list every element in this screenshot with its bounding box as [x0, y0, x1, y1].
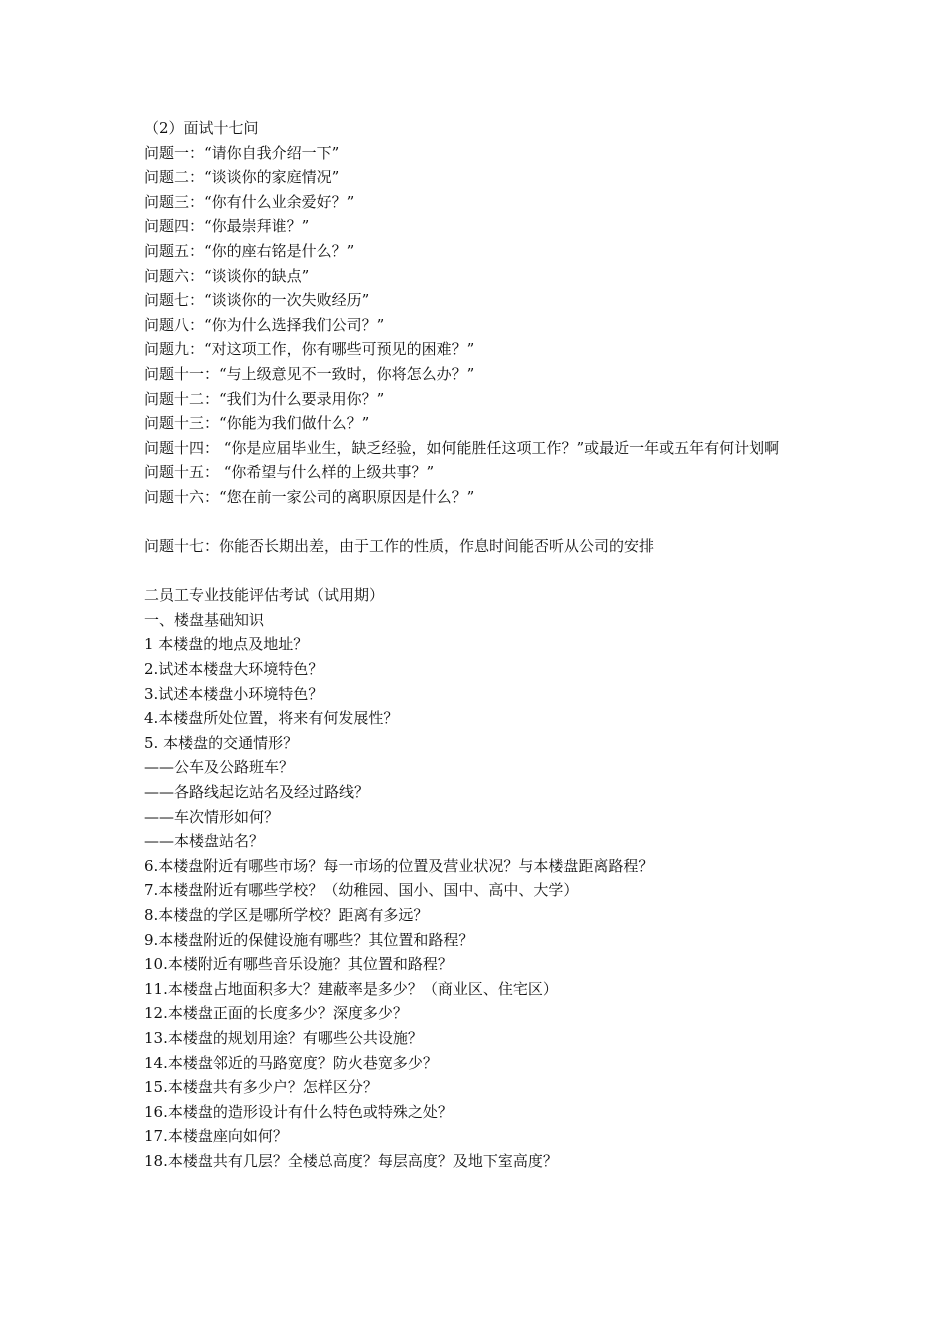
interview-question: 问题六：“谈谈你的缺点” — [144, 266, 310, 285]
skills-item: 9.本楼盘附近的保健设施有哪些？其位置和路程？ — [144, 930, 474, 949]
skills-item: 4.本楼盘所处位置，将来有何发展性？ — [144, 709, 399, 728]
interview-question: 问题十一：“与上级意见不一致时，你将怎么办？” — [144, 364, 475, 383]
blank-line — [144, 510, 824, 535]
skills-item: 1 本楼盘的地点及地址？ — [144, 635, 309, 654]
interview-question: 问题十四： “你是应届毕业生，缺乏经验，如何能胜任这项工作？”或最近一年或五年有何计划啊 — [144, 438, 780, 457]
skills-item: 2.试述本楼盘大环境特色？ — [144, 660, 324, 679]
interview-question: 问题八：“你为什么选择我们公司？” — [144, 315, 385, 334]
interview-question: 问题五：“你的座右铭是什么？” — [144, 241, 355, 260]
skills-item: 14.本楼盘邻近的马路宽度？防火巷宽多少？ — [144, 1053, 438, 1072]
section-title-interview: （2）面试十七问 — [144, 119, 259, 137]
interview-question: 问题七：“谈谈你的一次失败经历” — [144, 291, 370, 310]
skills-item: 8.本楼盘的学区是哪所学校？距离有多远？ — [144, 906, 429, 924]
skills-item: 17.本楼盘座向如何？ — [144, 1127, 288, 1146]
interview-question: 问题十二：“我们为什么要录用你？” — [144, 389, 385, 408]
skills-item: 10.本楼附近有哪些音乐设施？其位置和路程？ — [144, 955, 453, 974]
skills-item: 13.本楼盘的规划用途？有哪些公共设施？ — [144, 1028, 423, 1047]
skills-item: 6.本楼盘附近有哪些市场？每一市场的位置及营业状况？与本楼盘距离路程？ — [144, 856, 654, 875]
skills-subitem: ——车次情形如何？ — [144, 807, 280, 826]
section-title-skills: 二员工专业技能评估考试（试用期） — [144, 586, 385, 605]
skills-item: 15.本楼盘共有多少户？怎样区分？ — [144, 1078, 378, 1097]
interview-question: 问题四：“你最崇拜谁？” — [144, 217, 310, 236]
interview-question: 问题十五： “你希望与什么样的上级共事？” — [144, 463, 435, 482]
skills-item: 16.本楼盘的造形设计有什么特色或特殊之处？ — [144, 1102, 453, 1121]
interview-question: 问题九：“对这项工作，你有哪些可预见的困难？” — [144, 340, 475, 359]
interview-question: 问题一：“请你自我介绍一下” — [144, 143, 340, 162]
skills-item: 7.本楼盘附近有哪些学校？（幼稚园、国小、国中、高中、大学） — [144, 881, 579, 900]
interview-question-last: 问题十七：你能否长期出差，由于工作的性质，作息时间能否听从公司的安排 — [144, 537, 655, 556]
skills-item: 5. 本楼盘的交通情形？ — [144, 733, 299, 752]
interview-question: 问题二：“谈谈你的家庭情况” — [144, 168, 340, 187]
skills-subitem: ——各路线起讫站名及经过路线？ — [144, 783, 370, 802]
document-body — [144, 116, 824, 1174]
skills-subitem: ——本楼盘站名？ — [144, 832, 265, 851]
skills-item: 12.本楼盘正面的长度多少？深度多少？ — [144, 1004, 408, 1023]
section-subtitle: 一、楼盘基础知识 — [144, 610, 265, 629]
skills-item: 11.本楼盘占地面积多大？建蔽率是多少？（商业区、住宅区） — [144, 979, 558, 998]
skills-subitem: ——公车及公路班车？ — [144, 758, 295, 777]
interview-question: 问题十六：“您在前一家公司的离职原因是什么？” — [144, 487, 475, 506]
skills-item: 3.试述本楼盘小环境特色？ — [144, 684, 324, 703]
blank-line — [144, 559, 824, 584]
interview-question: 问题十三：“你能为我们做什么？” — [144, 414, 370, 433]
skills-item: 18.本楼盘共有几层？全楼总高度？每层高度？及地下室高度？ — [144, 1151, 558, 1170]
interview-question: 问题三：“你有什么业余爱好？” — [144, 192, 355, 211]
